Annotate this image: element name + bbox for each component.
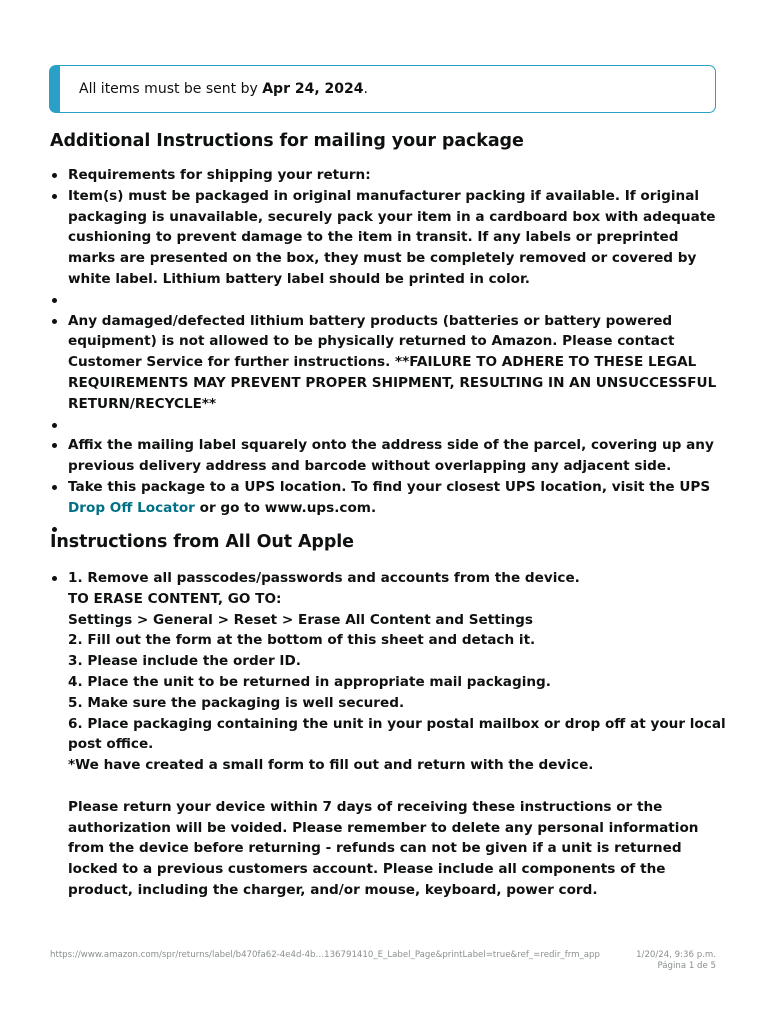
footer-meta (636, 950, 716, 972)
seller-instructions-heading: Instructions from All Out Apple (50, 532, 354, 552)
list-item-ups: Take this package to a UPS location. To find your closest UPS location, visit the UPS Drop Off Locator or go to www.ups.com. (50, 477, 730, 519)
print-datetime: 1/20/24, 9:36 p.m. (636, 950, 716, 960)
ship-by-date: Apr 24, 2024 (262, 81, 364, 97)
footer-url: https://www.amazon.com/spr/returns/label/b470fa62-4e4d-4b…136791410_E_Label_Page&printLabel=true&ref_=redir_frm_app (50, 950, 600, 960)
list-item: Affix the mailing label squarely onto the address side of the parcel, covering up any previous delivery address and barcode without overlapping any adjacent side. (50, 435, 730, 477)
seller-instructions-list (50, 568, 730, 901)
ship-by-alert (49, 65, 716, 113)
list-item: Any damaged/defected lithium battery products (batteries or battery powered equipment) is not allowed to be physically returned to Amazon. Please contact Customer Service for further instructions. **FAILURE TO ADHERE TO THESE LEGAL REQUIREMENTS MAY PREVENT PROPER SHIPMENT, RESULTING IN AN UNSUCCESSFUL RETURN/RECYCLE** (50, 311, 730, 415)
list-item: 1. Remove all passcodes/passwords and accounts from the device. TO ERASE CONTENT, GO TO: Settings > General > Reset > Erase All Content and Settings 2. Fill out the form at the bottom of this sheet and detach it. 3. Please include the order ID. 4. Place the unit to be returned in appropriate mail packaging. 5. Make sure the packaging is well secured. 6. Place packaging containing the unit in your postal mailbox or drop off at your local post office. *We have created a small form to fill out and return with the device. Please return your device within 7 days of receiving these instructions or the authorization will be voided. Please remember to delete any personal information from the device before returning - refunds can not be given if a unit is returned locked to a previous customers account. Please include all components of the product, including the charger, and/or mouse, keyboard, power cord. (50, 568, 730, 901)
mailing-instructions-heading: Additional Instructions for mailing your package (50, 131, 524, 151)
page-number: Página 1 de 5 (657, 961, 716, 971)
drop-off-locator-link[interactable]: Drop Off Locator (68, 499, 195, 516)
list-item (50, 415, 730, 436)
mailing-instructions-list (50, 165, 730, 539)
list-item: Item(s) must be packaged in original manufacturer packing if available. If original packaging is unavailable, securely pack your item in a cardboard box with adequate cushioning to prevent damage to the item in transit. If any labels or preprinted marks are presented on the box, they must be completely removed or covered by white label. Lithium battery label should be printed in color. (50, 186, 730, 290)
list-item (50, 290, 730, 311)
ship-by-text: All items must be sent by Apr 24, 2024. (79, 81, 368, 97)
list-item: Requirements for shipping your return: (50, 165, 730, 186)
